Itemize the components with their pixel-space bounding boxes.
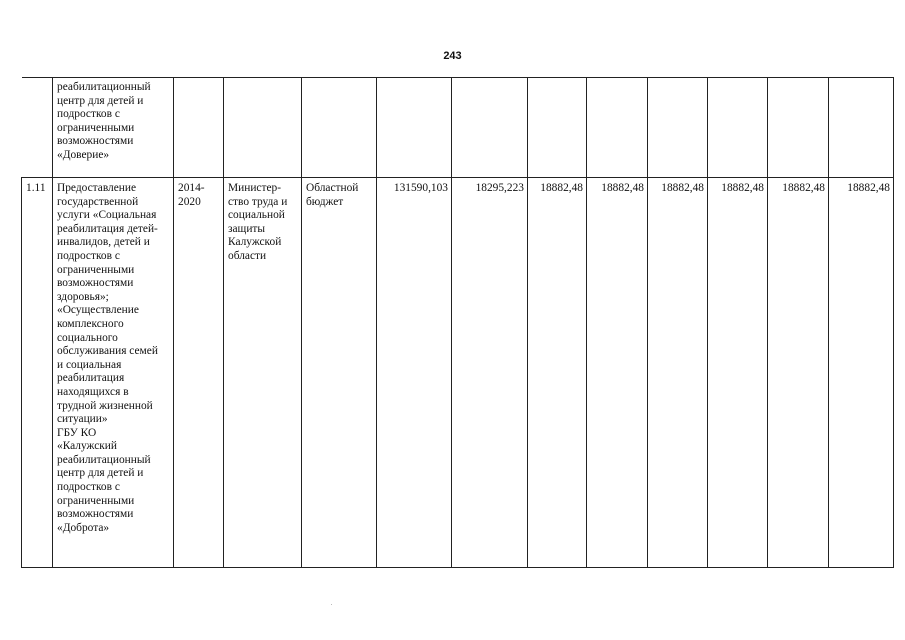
row-name: Предоставление государственной услуги «Социальная реабилитация детей- инвалидов, детей и подростков с ограниченными возможностями здоровья»; «Осуществление комплексного социального обслуживания семей и социальная реабилитация находящихся в трудной жизненной ситуации» ГБУ КО «Калужский реабилитационный центр для детей и подростков с ограниченными возможностями «Доброта» — [57, 182, 158, 534]
continued-text: реабилитационный центр для детей и подростков с ограниченными возможностями «Доверие» — [57, 81, 151, 161]
row-value: 18882,48 — [661, 182, 704, 194]
table-row-continued — [22, 78, 894, 178]
row-executor: Министер- ство труда и социальной защиты Калужской области — [228, 182, 288, 262]
cell-year — [587, 178, 648, 568]
row-value: 18882,48 — [847, 182, 890, 194]
cell-name — [53, 78, 174, 178]
cell-year — [452, 78, 528, 178]
cell-year — [648, 78, 708, 178]
cell-year — [708, 78, 768, 178]
cell-period — [174, 178, 224, 568]
cell-year — [768, 178, 829, 568]
cell-name — [53, 178, 174, 568]
scan-speck — [331, 604, 332, 605]
cell-year — [708, 178, 768, 568]
page-number: 243 — [443, 50, 462, 62]
cell-year — [648, 178, 708, 568]
cell-period — [174, 78, 224, 178]
cell-year — [768, 78, 829, 178]
row-value: 18882,48 — [540, 182, 583, 194]
cell-year — [452, 178, 528, 568]
cell-year — [587, 78, 648, 178]
row-value: 18882,48 — [782, 182, 825, 194]
cell-total — [377, 178, 452, 568]
row-value: 18882,48 — [601, 182, 644, 194]
table-row-1-11 — [22, 178, 894, 568]
cell-year — [528, 178, 587, 568]
cell-number — [22, 78, 53, 178]
row-number: 1.11 — [26, 182, 46, 194]
program-table — [21, 77, 894, 568]
cell-year — [829, 178, 894, 568]
row-value: 18295,223 — [475, 182, 524, 194]
row-period: 2014- 2020 — [178, 182, 205, 208]
cell-source — [302, 78, 377, 178]
cell-executor — [224, 178, 302, 568]
row-total: 131590,103 — [393, 182, 448, 194]
row-value: 18882,48 — [721, 182, 764, 194]
cell-year — [528, 78, 587, 178]
row-source: Областной бюджет — [306, 182, 359, 208]
cell-source — [302, 178, 377, 568]
cell-number — [22, 178, 53, 568]
cell-total — [377, 78, 452, 178]
cell-executor — [224, 78, 302, 178]
cell-year — [829, 78, 894, 178]
